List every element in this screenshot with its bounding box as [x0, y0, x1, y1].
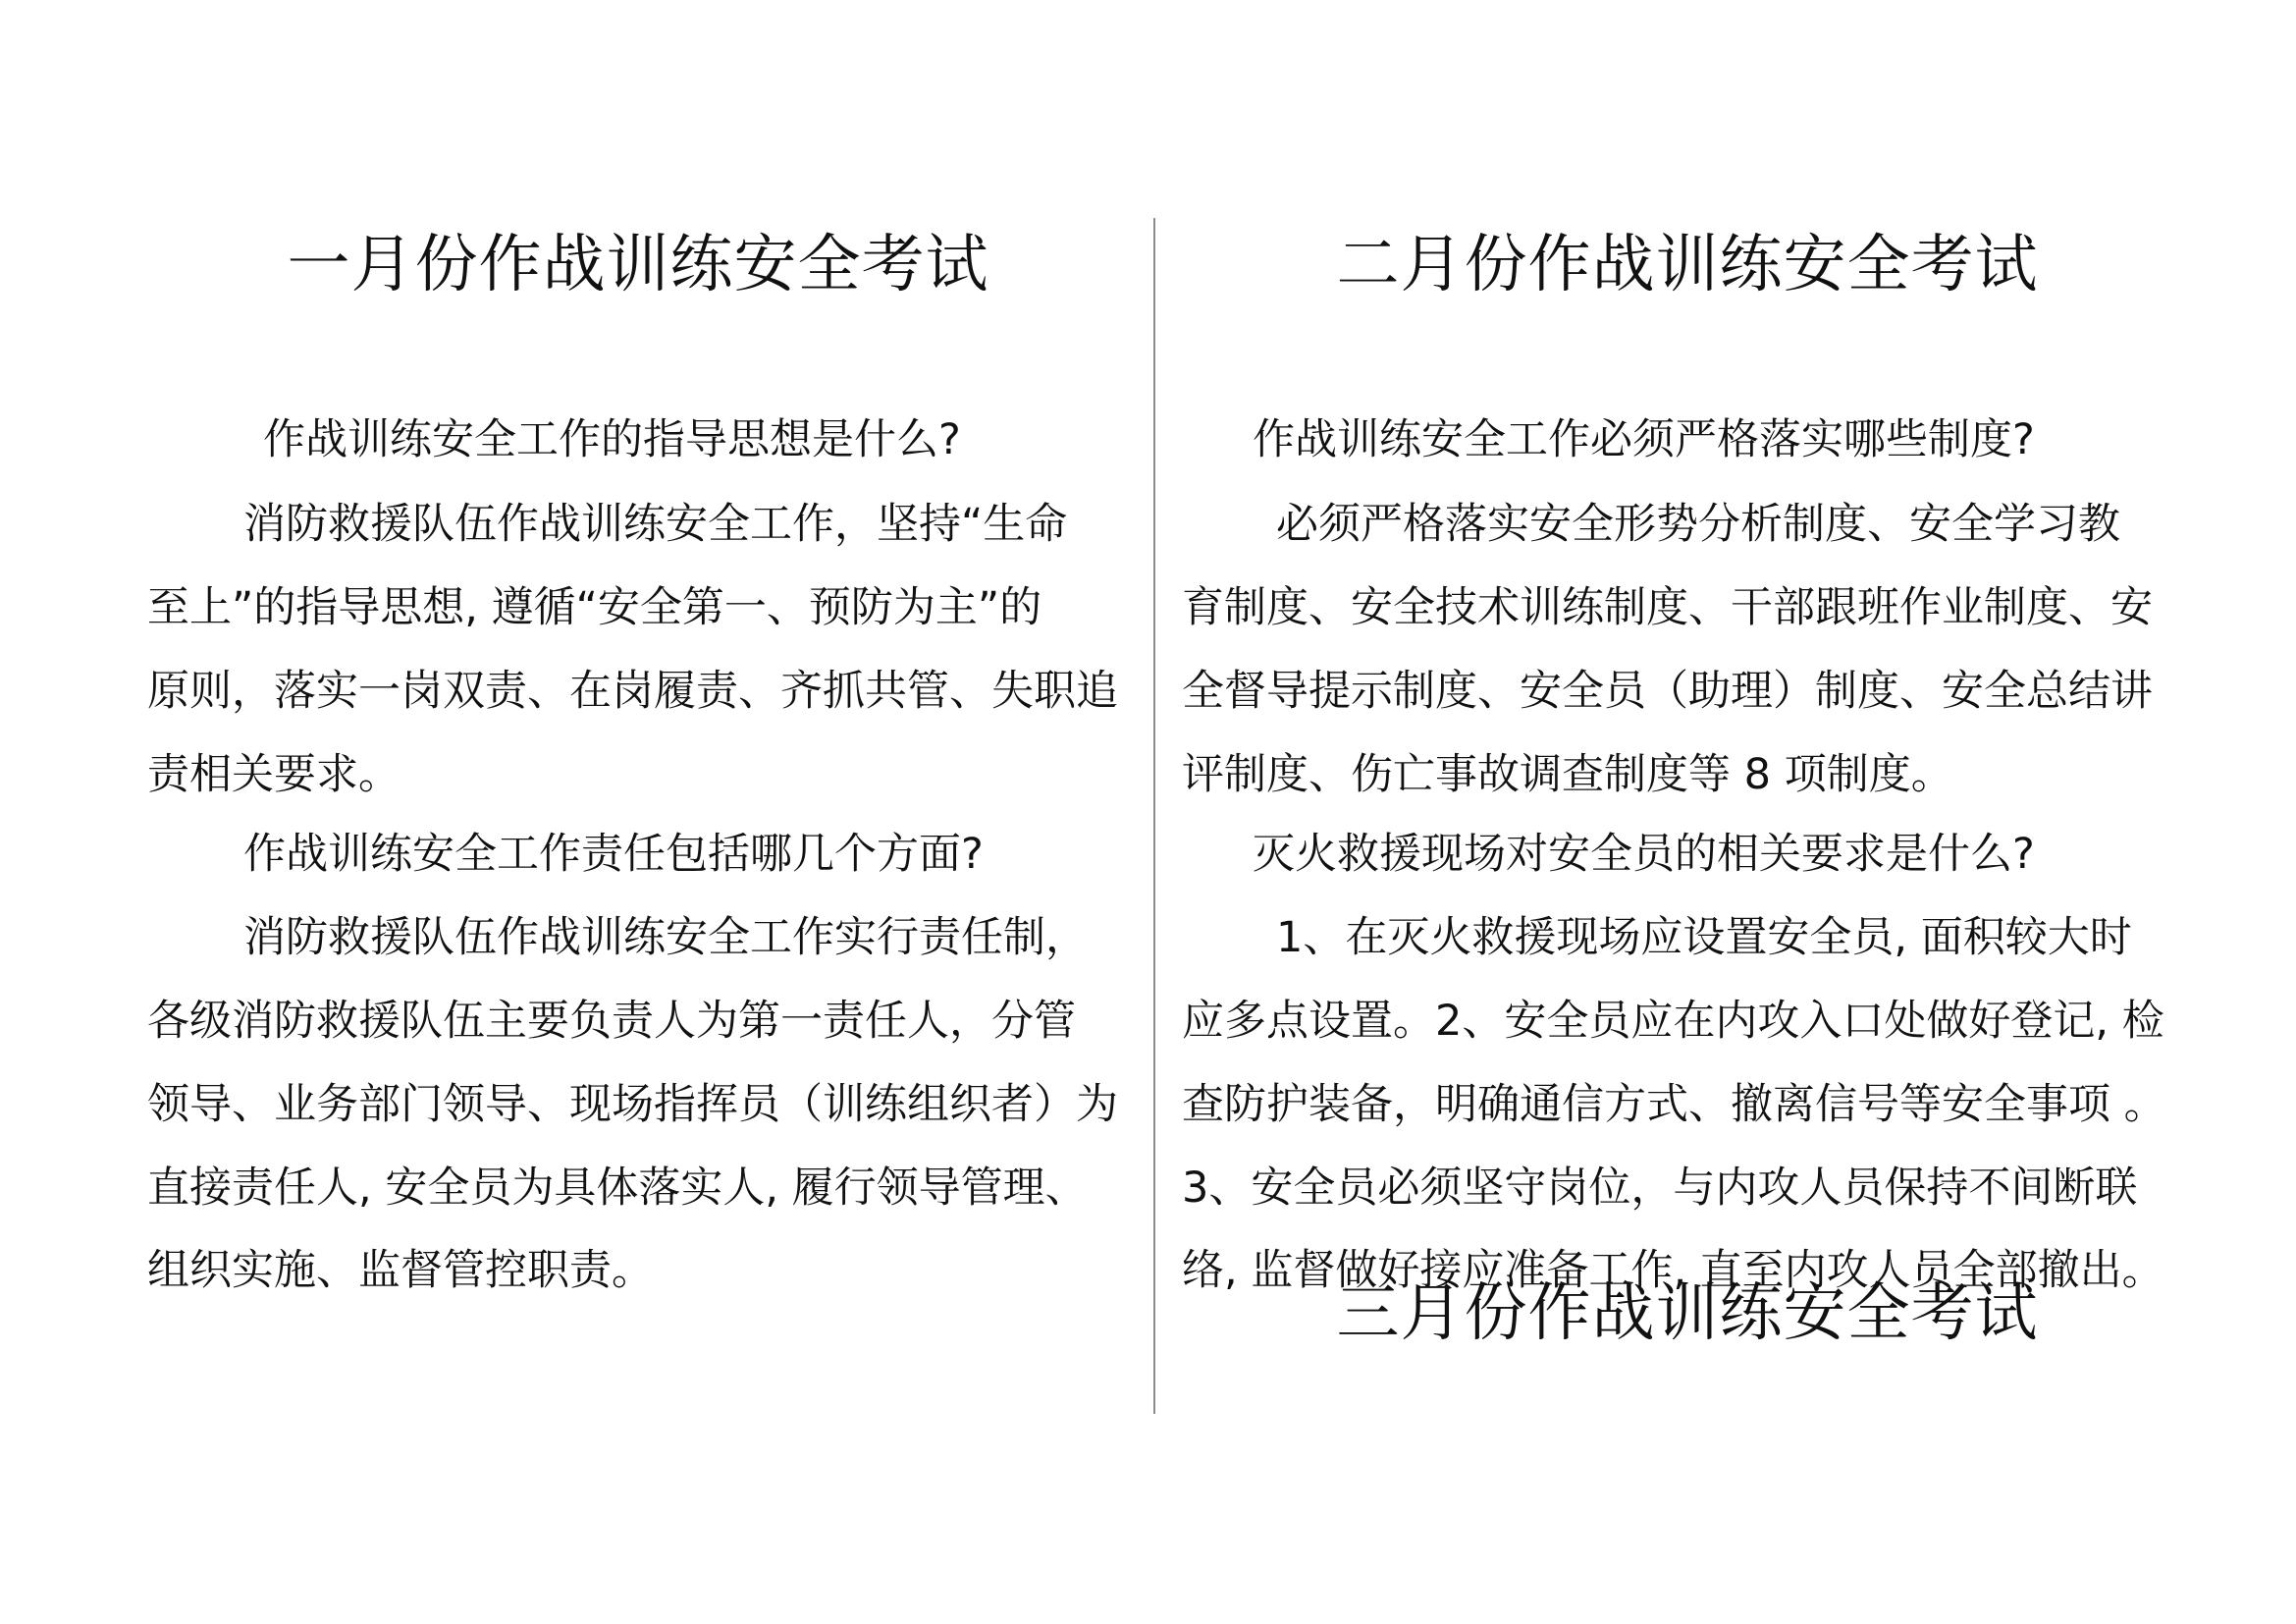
answer-3-line-2: 育制度、安全技术训练制度、干部跟班作业制度、安: [1182, 583, 2153, 632]
answer-1-line-2: 至上”的指导思想, 遵循“安全第一、预防为主”的: [147, 583, 1042, 632]
answer-3-line-1: 必须严格落实安全形势分析制度、安全学习教: [1276, 500, 2120, 549]
answer-2-line-5: 组织实施、监督管控职责。: [147, 1246, 654, 1295]
answer-4-line-2: 应多点设置。2、安全员应在内攻入口处做好登记, 检: [1182, 997, 2164, 1046]
answer-2-line-4: 直接责任人, 安全员为具体落实人, 履行领导管理、: [147, 1164, 1088, 1213]
answer-2-line-1: 消防救援队伍作战训练安全工作实行责任制，: [243, 913, 1088, 962]
answer-4-line-3: 查防护装备，明确通信方式、撤离信号等安全事项 。: [1182, 1080, 2166, 1129]
answer-4-line-5: 络, 监督做好接应准备工作, 直至内攻人员全部撤出。: [1182, 1246, 2164, 1295]
answer-4-line-4: 3、安全员必须坚守岗位，与内攻人员保持不间断联: [1182, 1164, 2138, 1213]
january-exam-title: 一月份作战训练安全考试: [287, 229, 989, 301]
answer-2-line-3: 领导、业务部门领导、现场指挥员（训练组织者）为: [147, 1080, 1118, 1129]
question-3: 作战训练安全工作必须严格落实哪些制度?: [1253, 415, 2035, 464]
answer-1-line-1: 消防救援队伍作战训练安全工作，坚持“生命: [243, 500, 1068, 549]
answer-2-line-2: 各级消防救援队伍主要负责人为第一责任人，分管: [147, 997, 1076, 1046]
answer-3-line-4: 评制度、伤亡事故调查制度等 8 项制度。: [1182, 750, 1953, 799]
answer-4-line-1: 1、在灭火救援现场应设置安全员, 面积较大时: [1276, 913, 2132, 962]
question-4: 灭火救援现场对安全员的相关要求是什么?: [1253, 830, 2035, 879]
february-exam-title: 二月份作战训练安全考试: [1336, 229, 2039, 301]
march-exam-title: 三月份作战训练安全考试: [1336, 1277, 2039, 1350]
question-1: 作战训练安全工作的指导思想是什么?: [263, 415, 961, 464]
answer-1-line-3: 原则，落实一岗双责、在岗履责、齐抓共管、失职追: [147, 667, 1118, 716]
answer-1-line-4: 责相关要求。: [147, 750, 400, 799]
question-2: 作战训练安全工作责任包括哪几个方面?: [243, 830, 984, 879]
answer-3-line-3: 全督导提示制度、安全员（助理）制度、安全总结讲: [1182, 667, 2153, 716]
column-divider: [1153, 218, 1155, 1414]
